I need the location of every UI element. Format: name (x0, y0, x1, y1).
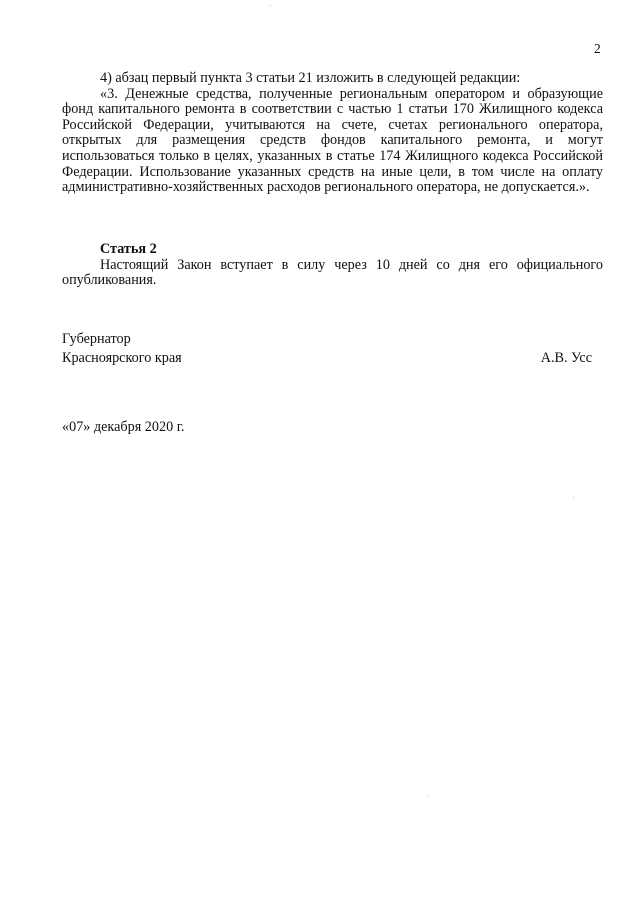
signatory-row (62, 349, 592, 368)
scan-speck (270, 5, 271, 6)
page-number: 2 (594, 41, 601, 56)
article-2 (62, 242, 603, 289)
signing-date: «07» декабря 2020 г. (62, 419, 185, 435)
scan-speck (573, 497, 574, 498)
signatory-position: Губернатор (62, 331, 131, 347)
signature-block (62, 330, 592, 368)
signatory-region: Красноярского края (62, 350, 182, 366)
amendment-quote: «3. Денежные средства, полученные региональным оператором и образующие фонд капитального ремонта в соответствии с частью 1 статьи 170 Жилищного кодекса Российской Федерации, учитываются на счете, счетах регионального оператора, открытых для размещения средств фондов капитального ремонта, и могут использоваться только в целях, указанных в статье 174 Жилищного кодекса Российской Федерации. Использование указанных средств на иные цели, в том числе на оплату административно-хозяйственных расходов регионального оператора, не допускается.». (62, 85, 603, 196)
amendment-intro: 4) абзац первый пункта 3 статьи 21 изложить в следующей редакции: (100, 70, 521, 86)
amendment-text (62, 71, 603, 196)
article-2-text: Настоящий Закон вступает в силу через 10 дней со дня его официального опубликования. (62, 256, 603, 289)
scan-speck (427, 795, 428, 796)
signatory-name: А.В. Усс (540, 350, 592, 366)
article-2-title: Статья 2 (100, 241, 157, 257)
